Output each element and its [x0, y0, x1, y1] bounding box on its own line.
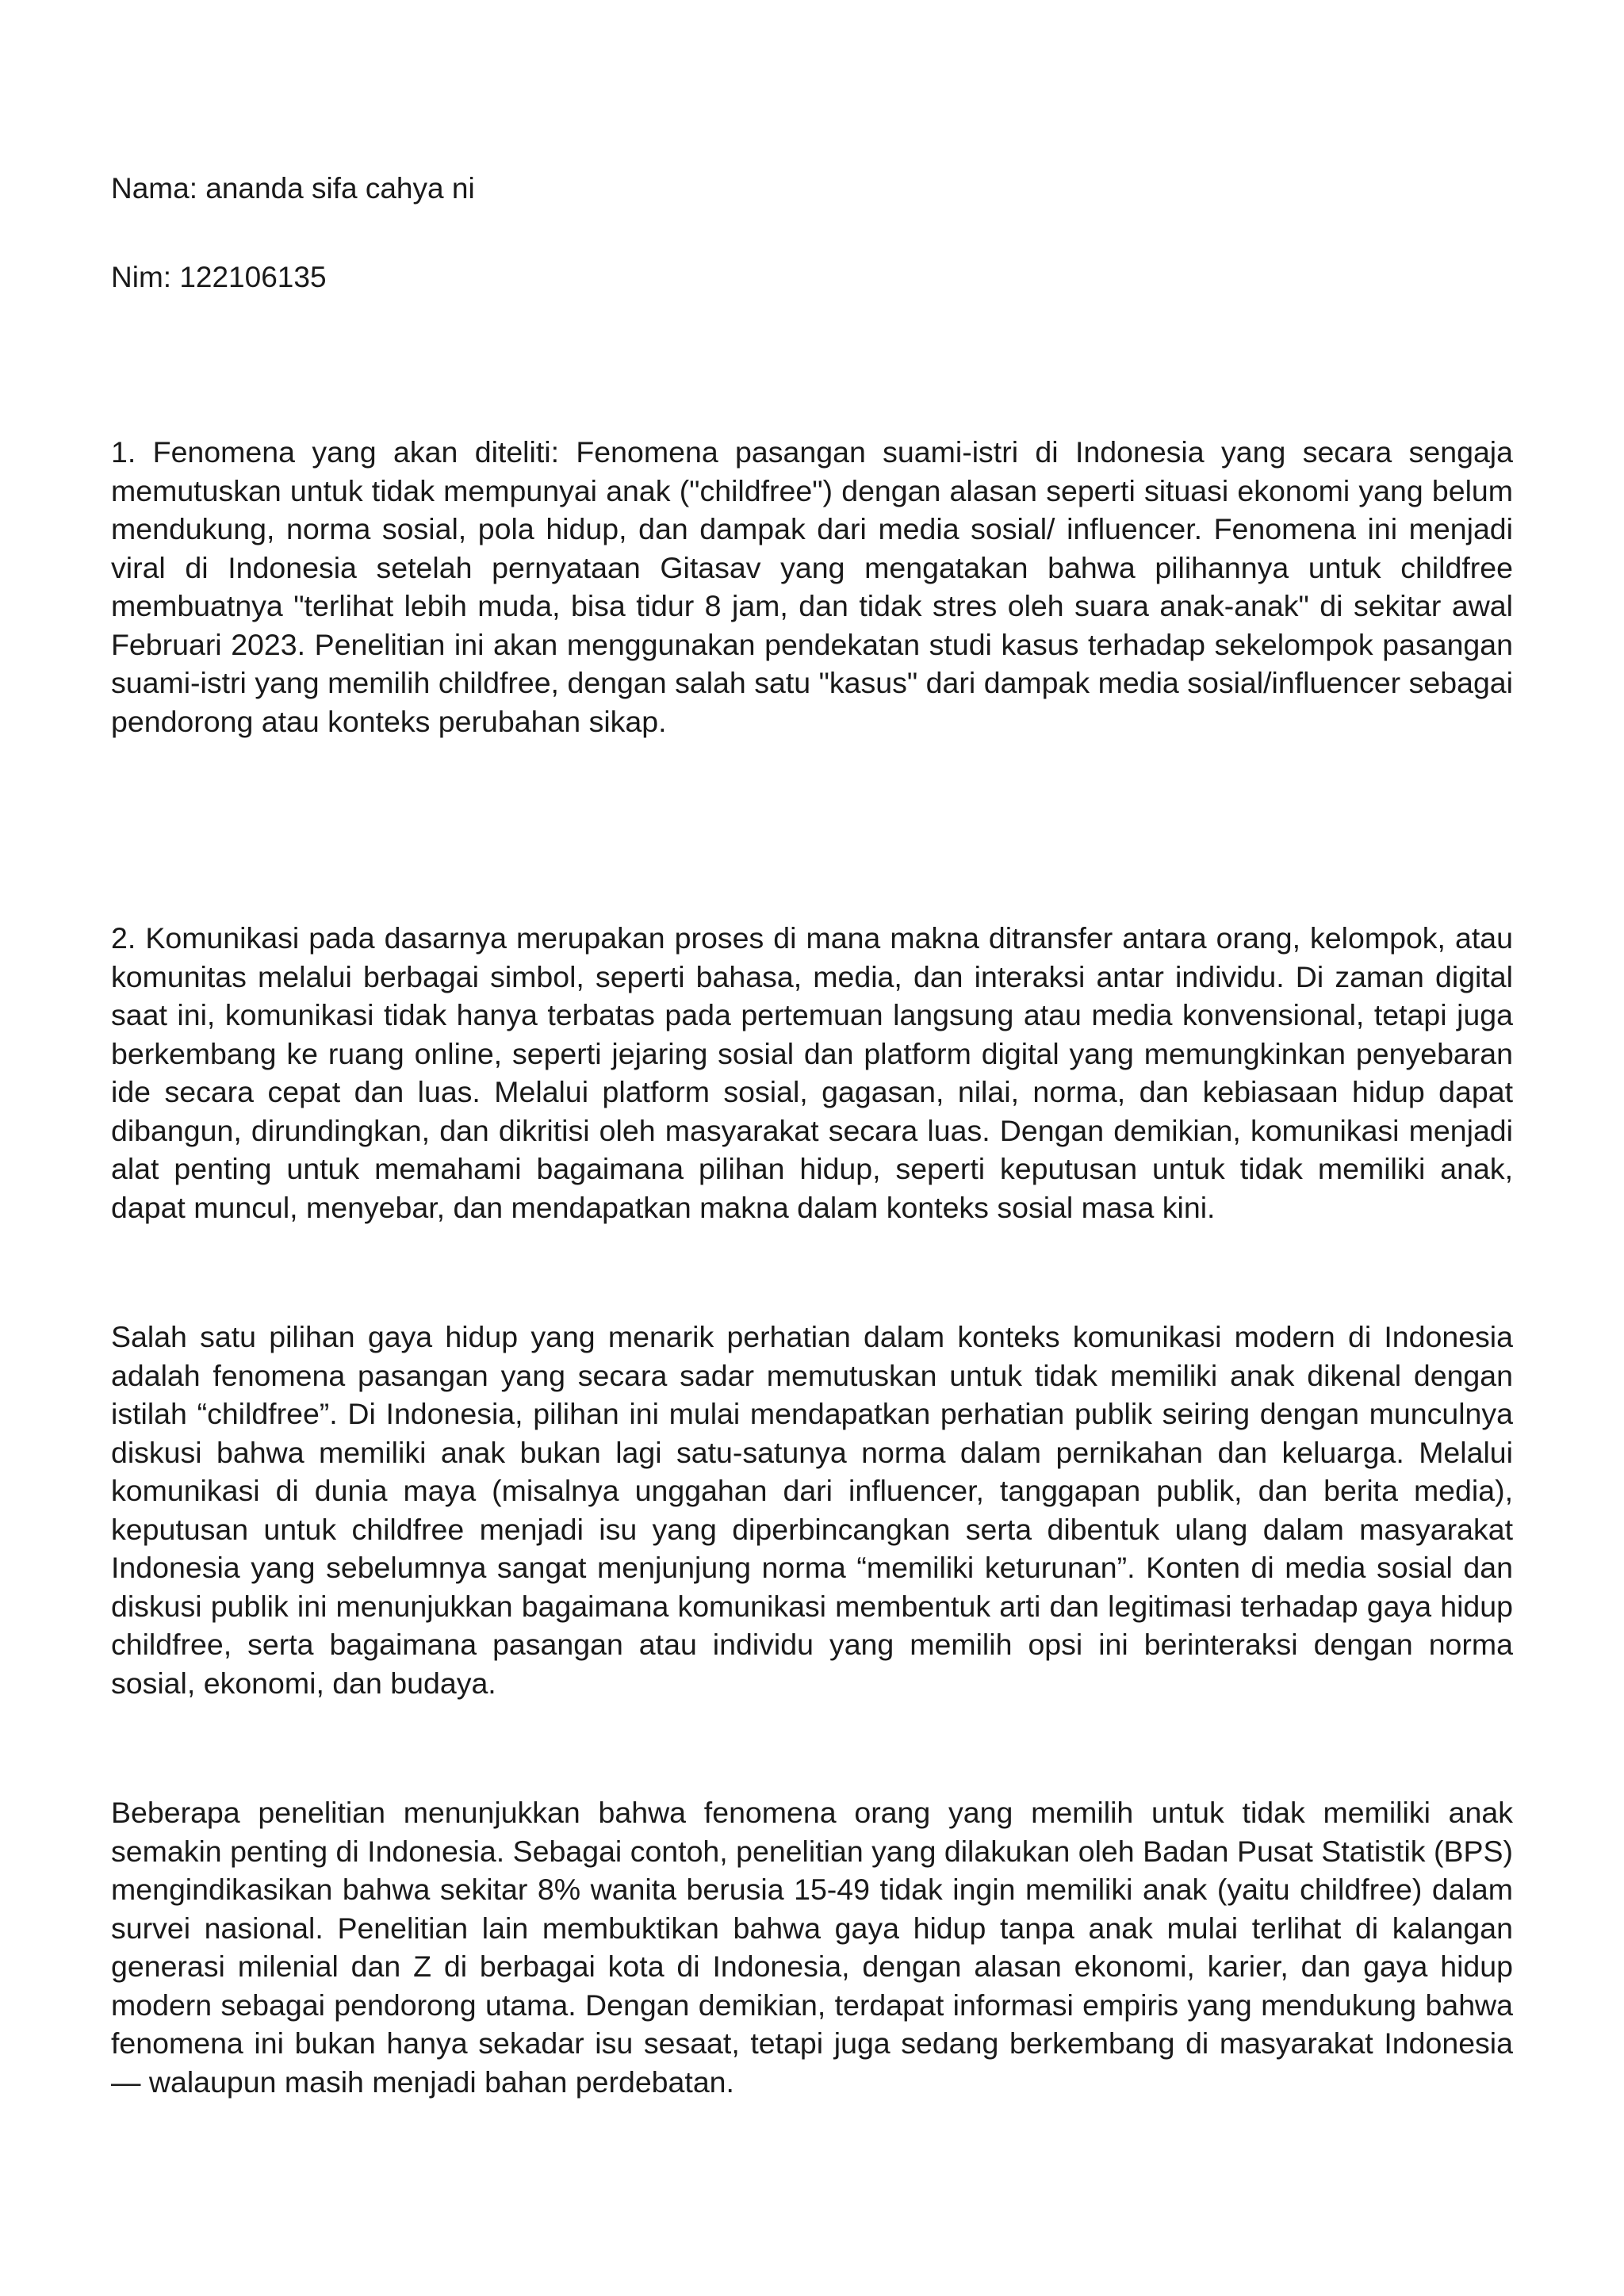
paragraph-communication: 2. Komunikasi pada dasarnya merupakan proses di mana makna ditransfer antara orang, kelompok, atau komunitas melalui berbagai simbol, seperti bahasa, media, dan interaksi antar individu. Di zaman digital saat ini, komunikasi tidak hanya terbatas pada pertemuan langsung atau media konvensional, tetapi juga berkembang ke ruang online, seperti jejaring sosial dan platform digital yang memungkinkan penyebaran ide secara cepat dan luas. Melalui platform sosial, gagasan, nilai, norma, dan kebiasaan hidup dapat dibangun, dirundingkan, dan dikritisi oleh masyarakat secara luas. Dengan demikian, komunikasi menjadi alat penting untuk memahami bagaimana pilihan hidup, seperti keputusan untuk tidak memiliki anak, dapat muncul, menyebar, dan mendapatkan makna dalam konteks sosial masa kini.	[111, 921, 1513, 1224]
student-nim-line: Nim: 122106135	[111, 261, 327, 293]
student-name-line: Nama: ananda sifa cahya ni	[111, 172, 475, 205]
paragraph-phenomenon: 1. Fenomena yang akan diteliti: Fenomena pasangan suami‑istri di Indonesia yang secara sengaja memutuskan untuk tidak mempunyai anak ("childfree") dengan alasan seperti situasi ekonomi yang belum mendukung, norma sosial, pola hidup, dan dampak dari media sosial/ influencer. Fenomena ini menjadi viral di Indonesia setelah pernyataan Gitasav yang mengatakan bahwa pilihannya untuk childfree membuatnya "terlihat lebih muda, bisa tidur 8 jam, dan tidak stres oleh suara anak‑anak" di sekitar awal Februari 2023. Penelitian ini akan menggunakan pendekatan studi kasus terhadap sekelompok pasangan suami‑istri yang memilih childfree, dengan salah satu "kasus" dari dampak media sosial/influencer sebagai pendorong atau konteks perubahan sikap.	[111, 435, 1513, 738]
paragraph-childfree-lifestyle: Salah satu pilihan gaya hidup yang menarik perhatian dalam konteks komunikasi modern di Indonesia adalah fenomena pasangan yang secara sadar memutuskan untuk tidak memiliki anak dikenal dengan istilah “childfree”. Di Indonesia, pilihan ini mulai mendapatkan perhatian publik seiring dengan munculnya diskusi bahwa memiliki anak bukan lagi satu‑satunya norma dalam pernikahan dan keluarga. Melalui komunikasi di dunia maya (misalnya unggahan dari influencer, tanggapan publik, dan berita media), keputusan untuk childfree menjadi isu yang diperbincangkan serta dibentuk ulang dalam masyarakat Indonesia yang sebelumnya sangat menjunjung norma “memiliki keturunan”. Konten di media sosial dan diskusi publik ini menunjukkan bagaimana komunikasi membentuk arti dan legitimasi terhadap gaya hidup childfree, serta bagaimana pasangan atau individu yang memilih opsi ini berinteraksi dengan norma sosial, ekonomi, dan budaya.	[111, 1320, 1513, 1700]
paragraph-research-evidence: Beberapa penelitian menunjukkan bahwa fenomena orang yang memilih untuk tidak memiliki anak semakin penting di Indonesia. Sebagai contoh, penelitian yang dilakukan oleh Badan Pusat Statistik (BPS) mengindikasikan bahwa sekitar 8% wanita berusia 15-49 tidak ingin memiliki anak (yaitu childfree) dalam survei nasional. Penelitian lain membuktikan bahwa gaya hidup tanpa anak mulai terlihat di kalangan generasi milenial dan Z di berbagai kota di Indonesia, dengan alasan ekonomi, karier, dan gaya hidup modern sebagai pendorong utama. Dengan demikian, terdapat informasi empiris yang mendukung bahwa fenomena ini bukan hanya sekadar isu sesaat, tetapi juga sedang berkembang di masyarakat Indonesia — walaupun masih menjadi bahan perdebatan.	[111, 1796, 1513, 2099]
